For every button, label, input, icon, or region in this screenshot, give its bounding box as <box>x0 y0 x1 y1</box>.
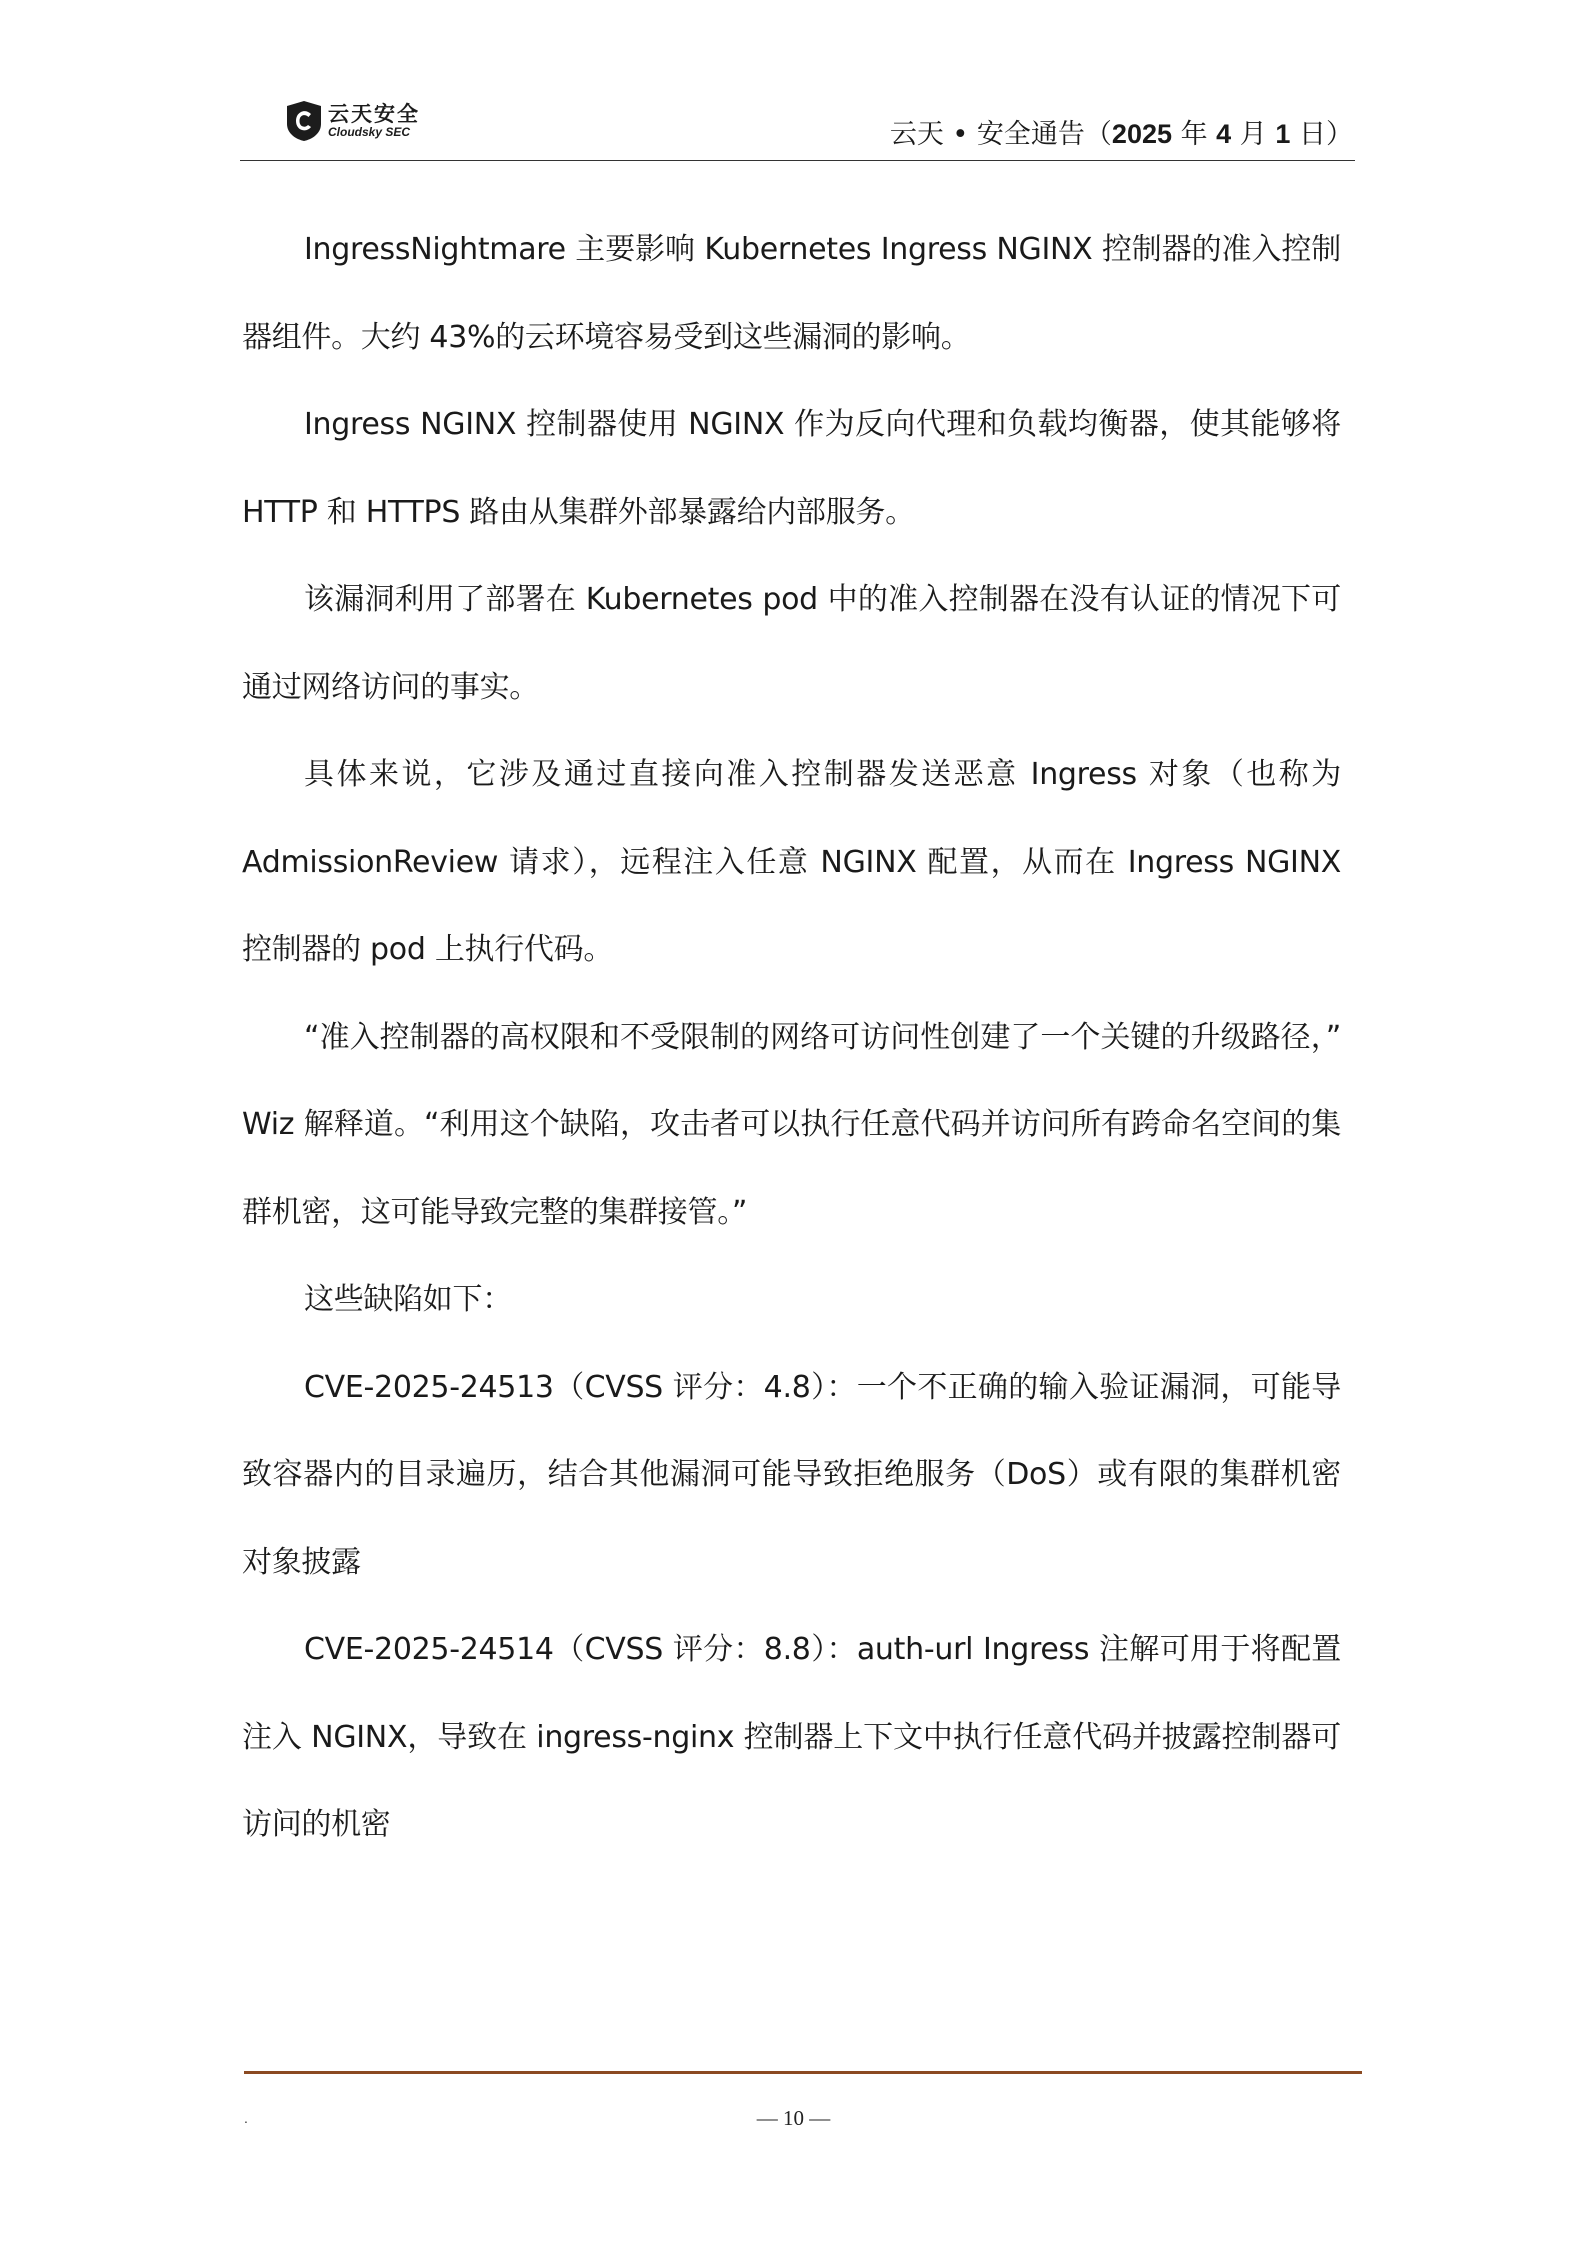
company-logo <box>284 98 444 144</box>
paragraph-cve-24514: CVE-2025-24514（CVSS 评分：8.8）：auth-url Ingress 注解可用于将配置注入 NGINX，导致在 ingress-nginx 控制器上下文中执行任意代码并披露控制器可访问的机密 <box>242 1632 1341 1842</box>
document-header-title <box>890 112 1353 151</box>
header-month: 4 <box>1216 119 1232 149</box>
paragraph-intro: IngressNightmare 主要影响 Kubernetes Ingress NGINX 控制器的准入控制器组件。大约 43%的云环境容易受到这些漏洞的影响。 <box>242 232 1341 355</box>
header-year-unit: 年 <box>1172 119 1217 150</box>
header-year: 2025 <box>1111 119 1172 149</box>
header-title-suffix: 日） <box>1290 119 1353 150</box>
paragraph-quote: “准入控制器的高权限和不受限制的网络可访问性创建了一个关键的升级路径，” Wiz 解释道。“利用这个缺陷，攻击者可以执行任意代码并访问所有跨命名空间的集群机密，这可能导致完整的集群接管。” <box>242 1019 1341 1230</box>
paragraph-exploit: 该漏洞利用了部署在 Kubernetes pod 中的准入控制器在没有认证的情况下可通过网络访问的事实。 <box>242 582 1341 705</box>
logo-english-text: Cloudsky SEC <box>328 125 411 139</box>
header-month-unit: 月 <box>1231 119 1276 150</box>
paragraph-cve-24513: CVE-2025-24513（CVSS 评分：4.8）：一个不正确的输入验证漏洞，可能导致容器内的目录遍历，结合其他漏洞可能导致拒绝服务（DoS）或有限的集群机密对象披露 <box>242 1369 1341 1580</box>
logo-chinese-text: 云天安全 <box>328 102 420 126</box>
footer-divider <box>244 2071 1362 2074</box>
header-divider <box>240 160 1355 161</box>
paragraph-details: 具体来说，它涉及通过直接向准入控制器发送恶意 Ingress 对象（也称为 AdmissionReview 请求），远程注入任意 NGINX 配置，从而在 Ingress NGINX 控制器的 pod 上执行代码。 <box>242 757 1341 967</box>
cloudsky-logo-icon <box>284 100 324 142</box>
paragraph-controller: Ingress NGINX 控制器使用 NGINX 作为反向代理和负载均衡器，使其能够将 HTTP 和 HTTPS 路由从集群外部暴露给内部服务。 <box>242 407 1341 530</box>
header-title-prefix: 云天 • 安全通告（ <box>889 119 1112 150</box>
page-header <box>0 0 1587 165</box>
page-number: — 10 — <box>756 2106 831 2130</box>
footer-dot: . <box>244 2110 248 2126</box>
paragraph-flaws-intro: 这些缺陷如下： <box>304 1282 512 1317</box>
header-day: 1 <box>1275 119 1291 149</box>
document-body <box>242 206 1341 1869</box>
